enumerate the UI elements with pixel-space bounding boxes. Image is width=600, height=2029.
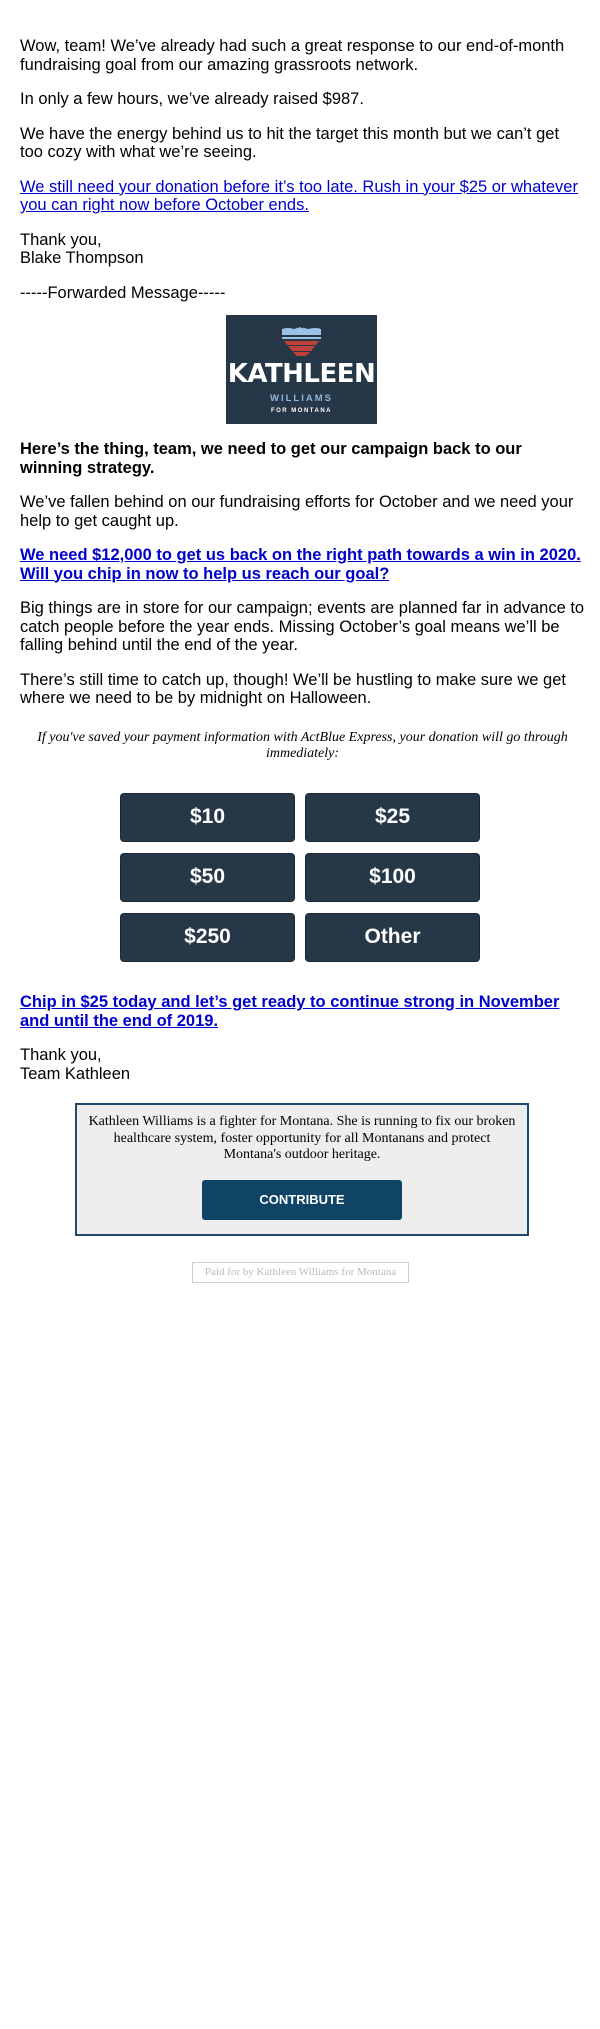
- email-closing: [20, 993, 585, 1083]
- donate-250-button[interactable]: $250: [120, 913, 295, 962]
- mountain-logo-icon: [226, 315, 377, 359]
- body-paragraph-3: There’s still time to catch up, though! We’ll be hustling to make sure we get where we need to be by midnight on Halloween.: [20, 670, 566, 707]
- contribute-button[interactable]: CONTRIBUTE: [202, 1180, 402, 1220]
- intro-paragraph-1: Wow, team! We’ve already had such a great response to our end-of-month fundraising goal from our amazing grassroots network.: [20, 37, 565, 74]
- headline: Here’s the thing, team, we need to get our campaign back to our winning strategy.: [20, 440, 522, 477]
- body-paragraph-1: We’ve fallen behind on our fundraising efforts for October and we need your help to get caught up.: [20, 493, 574, 530]
- logo-tagline: FOR MONTANA: [270, 408, 333, 414]
- closing-signer: Team Kathleen: [20, 1064, 131, 1083]
- logo-surname: WILLIAMS: [270, 393, 333, 404]
- donate-10-button[interactable]: $10: [120, 793, 295, 842]
- donate-link-closing[interactable]: Chip in $25 today and let’s get ready to continue strong in November and until the end of 2019.: [20, 993, 560, 1030]
- donate-25-button[interactable]: $25: [305, 793, 480, 842]
- campaign-logo: [226, 315, 377, 424]
- intro-thanks: Thank you,: [20, 230, 102, 249]
- logo-name: KATHLEEN: [227, 359, 376, 389]
- closing-thanks: Thank you,: [20, 1046, 102, 1064]
- donate-link-goal[interactable]: We need $12,000 to get us back on the right path towards a win in 2020. Will you chip in now to help us reach our goal?: [20, 546, 581, 583]
- forwarded-divider: -----Forwarded Message-----: [20, 283, 226, 302]
- intro-paragraph-3: We have the energy behind us to hit the target this month but we can’t get too cozy with what we’re seeing.: [20, 124, 560, 161]
- candidate-info-box: [75, 1103, 529, 1236]
- email-body: [20, 37, 585, 302]
- donate-other-button[interactable]: Other: [305, 913, 480, 962]
- donate-50-button[interactable]: $50: [120, 853, 295, 902]
- intro-paragraph-2: In only a few hours, we’ve already raised $987.: [20, 90, 364, 108]
- paid-for-disclaimer: Paid for by Kathleen Williams for Montana: [192, 1262, 409, 1283]
- email-main: [20, 440, 585, 708]
- intro-signer: Blake Thompson: [20, 249, 144, 267]
- donate-100-button[interactable]: $100: [305, 853, 480, 902]
- donate-link-intro[interactable]: We still need your donation before it’s too late. Rush in your $25 or whatever you can right now before October ends.: [20, 177, 578, 214]
- actblue-express-note: If you've saved your payment information with ActBlue Express, your donation will go through immediately:: [37, 730, 568, 761]
- candidate-info-text: Kathleen Williams is a fighter for Montana. She is running to fix our broken healthcare system, foster opportunity for all Montanans and protect Montana's outdoor heritage.: [88, 1114, 516, 1162]
- body-paragraph-2: Big things are in store for our campaign; events are planned far in advance to catch people before the year ends. Missing October’s goal means we’ll be falling behind until the end of the year.: [20, 599, 585, 654]
